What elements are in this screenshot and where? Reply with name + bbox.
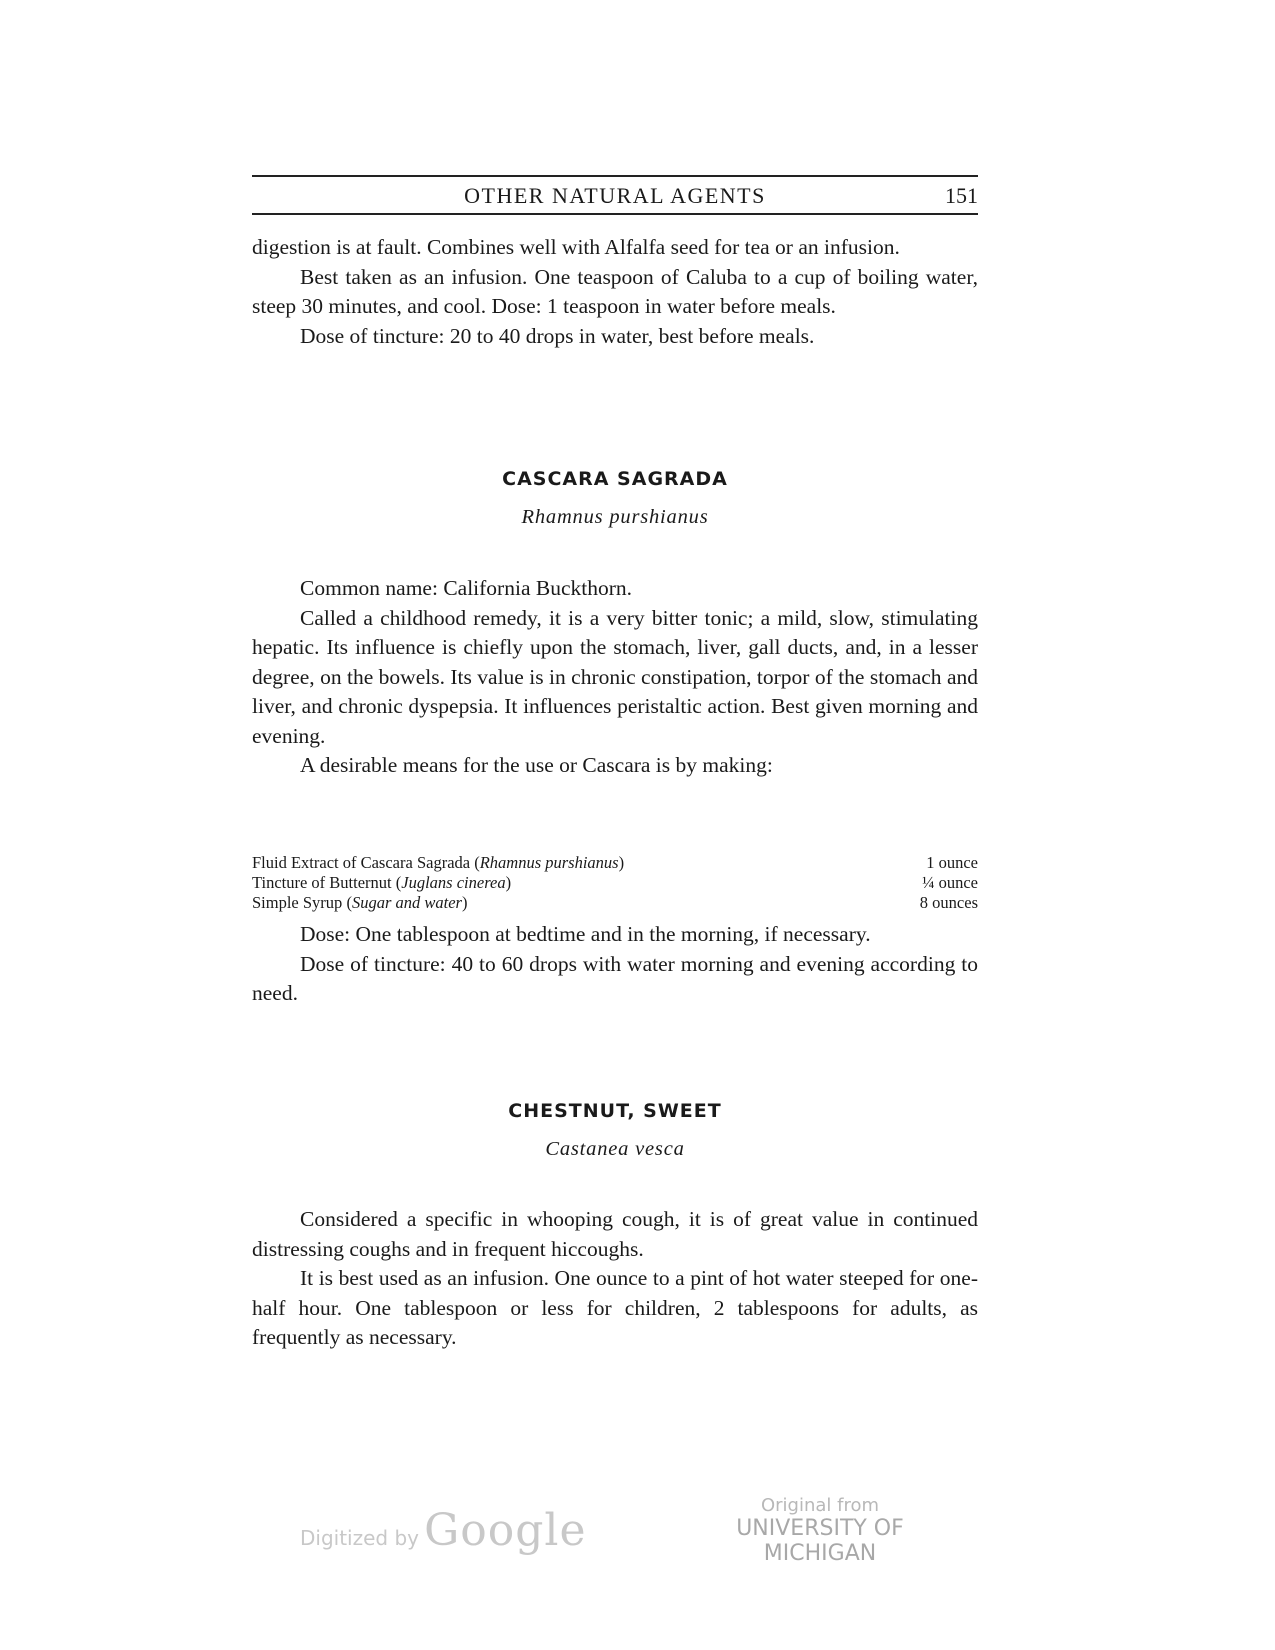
university-text: UNIVERSITY OF MICHIGAN	[736, 1516, 904, 1566]
paragraph: Best taken as an infusion. One teaspoon of Caluba to a cup of boiling water, steep 30 minutes, and cool. Dose: 1 teaspoon in water before meals.	[252, 264, 978, 318]
section-latin-name: Castanea vesca	[545, 1138, 685, 1160]
cascara-body	[252, 574, 978, 781]
formula-quantity: 8 ounces	[919, 893, 978, 912]
paragraph: digestion is at fault. Combines well with Alfalfa seed for tea or an infusion.	[252, 235, 900, 259]
paragraph: Dose: One tablespoon at bedtime and in the morning, if necessary.	[300, 922, 871, 946]
formula-ingredient: Simple Syrup	[252, 893, 343, 912]
section-title: CASCARA SAGRADA	[502, 468, 728, 490]
header-bottom-rule	[252, 213, 978, 215]
digitized-by-watermark	[300, 1505, 587, 1556]
formula-row: Tincture of Butternut (Juglans cinerea) ¼ ounce	[252, 873, 978, 892]
google-logo: Google	[424, 1505, 587, 1556]
formula-list	[252, 853, 978, 913]
chestnut-heading	[252, 1100, 978, 1161]
paragraph: Dose of tincture: 20 to 40 drops in water, best before meals.	[300, 323, 815, 348]
formula-quantity: 1 ounce	[926, 853, 978, 872]
formula-latin: Sugar and water	[351, 893, 462, 912]
paragraph: Called a childhood remedy, it is a very bitter tonic; a mild, slow, stimulating hepatic. Its influence is chiefly upon the stomach, liver, gall ducts, and, in a lesser degree, on the bowels. Its value is in chronic constipation, torpor of the stomach and liver, and chronic dyspepsia. It influences peristaltic action. Best given morning and evening.	[252, 605, 978, 748]
formula-row: Simple Syrup (Sugar and water) 8 ounces	[252, 893, 978, 912]
formula-latin: Rhamnus purshianus	[479, 853, 619, 872]
chestnut-body	[252, 1205, 978, 1353]
formula-latin: Juglans cinerea	[401, 873, 506, 892]
formula-quantity: ¼ ounce	[922, 873, 978, 892]
formula-ingredient: Fluid Extract of Cascara Sagrada	[252, 853, 471, 872]
running-header	[252, 175, 978, 215]
paragraph: It is best used as an infusion. One ounce to a pint of hot water steeped for one-half hour. One tablespoon or less for children, 2 tablespoons for adults, as frequently as necessary.	[252, 1266, 978, 1349]
page-number: 151	[945, 183, 978, 208]
formula-ingredient: Tincture of Butternut	[252, 873, 392, 892]
section-latin-name: Rhamnus purshianus	[521, 506, 709, 528]
paragraph: A desirable means for the use or Cascara is by making:	[300, 753, 773, 777]
paragraph: Dose of tincture: 40 to 60 drops with water morning and evening according to need.	[252, 951, 978, 1005]
section-title: CHESTNUT, SWEET	[508, 1100, 722, 1122]
paragraph: Common name: California Buckthorn.	[300, 576, 633, 600]
digitized-by-text: Digitized by	[300, 1526, 419, 1550]
formula-row: Fluid Extract of Cascara Sagrada (Rhamnus purshianus) 1 ounce	[252, 853, 978, 872]
original-from-watermark	[690, 1495, 950, 1566]
intro-section	[252, 233, 978, 351]
cascara-heading	[252, 468, 978, 529]
paragraph: Considered a specific in whooping cough, it is of great value in continued distressing coughs and in frequent hiccoughs.	[252, 1207, 978, 1261]
cascara-dose	[252, 920, 978, 1009]
original-from-text: Original from	[760, 1495, 880, 1516]
running-title: OTHER NATURAL AGENTS	[464, 183, 766, 208]
